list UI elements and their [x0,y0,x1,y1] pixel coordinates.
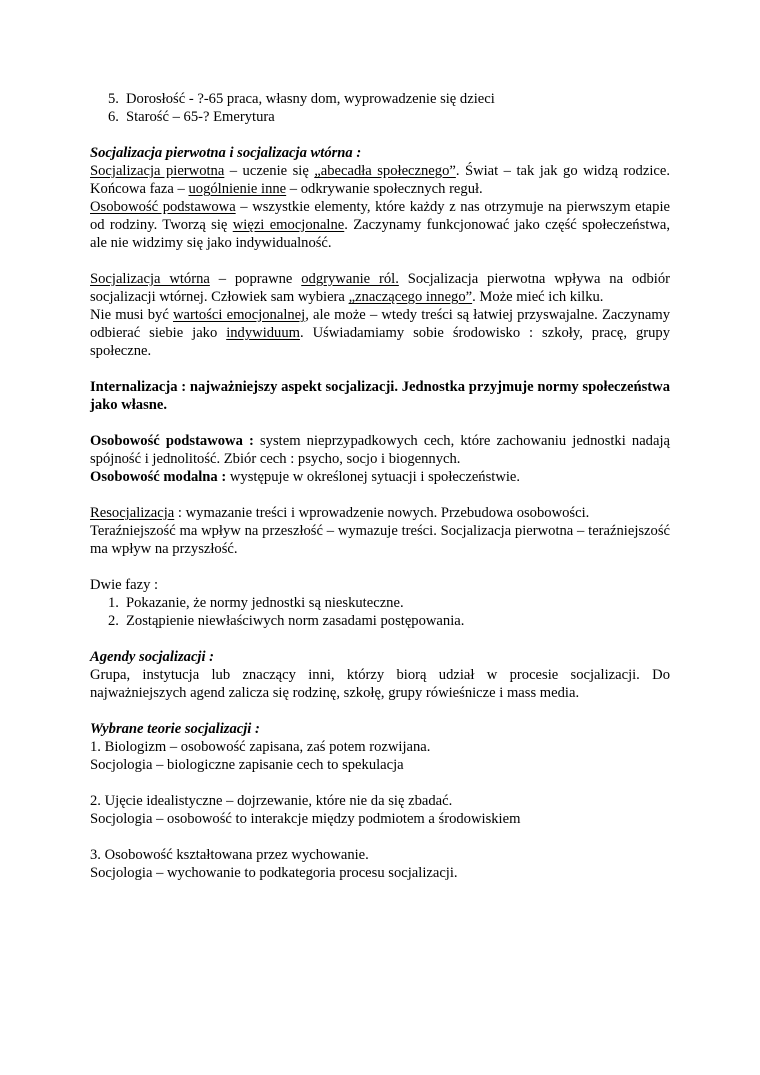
document-page [90,90,670,882]
text-run: Socjalizacja pierwotna wpływa na odbiór socjalizacji wtórnej. Człowiek sam wybiera [90,271,671,305]
list-item-text: Starość – 65-? Emerytura [126,109,275,125]
paragraph-wartosci [90,306,670,360]
phases-list [90,594,670,630]
phases-intro: Dwie fazy : [90,577,159,593]
text-run: system nieprzypadkowych cech, które zachowaniu jednostki nadają spójność i jednolitość. Zbiór cech : psycho, socjo i biogennych. [90,433,670,467]
text-run: . Uświadamiamy sobie środowisko : szkoły, pracę, grupy społeczne. [90,325,670,359]
paragraph-terazniejszosc: Teraźniejszość ma wpływ na przeszłość – wymazuje treści. Socjalizacja pierwotna – teraźniejszość ma wpływ na przyszłość. [90,523,670,557]
list-item [90,612,670,630]
term-resocjalizacja: Resocjalizacja [90,505,175,521]
text-run: . Świat – tak jak go widzą rodzice. Końcowa faza – [90,163,670,197]
text-run: : wymazanie treści i wprowadzenie nowych. Przebudowa osobowości. [174,505,590,521]
theory-2-comment: Socjologia – osobowość to interakcje między podmiotem a środowiskiem [90,811,521,827]
text-run: . Zaczynamy funkcjonować jako część społeczeństwa, ale nie widzimy się jako indywidualność. [90,217,671,251]
paragraph-socjalizacja-wtorna [90,270,670,306]
text-run: Nie musi być [90,307,173,323]
section-heading-socjalizacja: Socjalizacja pierwotna i socjalizacja wtórna : [90,145,362,161]
term-uogolnienie: uogólnienie inne [188,181,287,197]
term-abecadlo: „abecadła społecznego” [314,163,456,179]
paragraph-osobowosc-podstawowa-def [90,432,670,468]
term-indywiduum: indywiduum [226,325,300,341]
term-odgrywanie-rol: odgrywanie ról. [301,271,399,287]
text-run: – wszystkie elementy, które każdy z nas otrzymuje na pierwszym etapie od rodziny. Tworzą się [90,199,670,233]
text-run: . Może mieć ich kilku. [472,289,604,305]
theory-1-comment: Socjologia – biologiczne zapisanie cech to spekulacja [90,757,404,773]
theory-3: 3. Osobowość kształtowana przez wychowanie. [90,847,369,863]
list-item [90,594,670,612]
term-znaczacy-inny: „znaczącego innego” [348,289,473,305]
theory-1: 1. Biologizm – osobowość zapisana, zaś potem rozwijana. [90,739,431,755]
stages-list [90,90,670,126]
list-item-text: Zostąpienie niewłaściwych norm zasadami postępowania. [126,613,465,629]
list-number: 5. [108,91,119,107]
term-wartosci-emocjonalnej: wartości emocjonalnej [173,307,306,323]
theory-3-comment: Socjologia – wychowanie to podkategoria procesu socjalizacji. [90,865,458,881]
paragraph-osobowosc-modalna [90,468,670,486]
section-heading-agendy: Agendy socjalizacji : [90,649,215,665]
list-number: 2. [108,613,119,629]
paragraph-agendy: Grupa, instytucja lub znaczący inni, którzy biorą udział w procesie socjalizacji. Do najważniejszych agend zalicza się rodzinę, szkołę, grupy rówieśnicze i mass media. [90,667,670,701]
list-item [90,108,670,126]
text-run: – odkrywanie społecznych reguł. [286,181,483,197]
term-socjalizacja-pierwotna: Socjalizacja pierwotna [90,163,225,179]
list-item-text: Pokazanie, że normy jednostki są nieskuteczne. [126,595,404,611]
list-number: 1. [108,595,119,611]
label-osobowosc-modalna: Osobowość modalna : [90,469,227,485]
text-run: , ale może – wtedy treści są łatwiej przyswajalne. Zaczynamy odbierać siebie jako [90,307,671,341]
section-heading-teorie: Wybrane teorie socjalizacji : [90,721,260,737]
paragraph-resocjalizacja [90,504,670,522]
term-wiezi: więzi emocjonalne [232,217,345,233]
theory-2: 2. Ujęcie idealistyczne – dojrzewanie, które nie da się zbadać. [90,793,453,809]
term-socjalizacja-wtorna: Socjalizacja wtórna [90,271,210,287]
list-number: 6. [108,109,119,125]
paragraph-osobowosc-podstawowa [90,198,670,252]
list-item [90,90,670,108]
paragraph-socjalizacja-pierwotna [90,162,670,198]
term-osobowosc-podstawowa: Osobowość podstawowa [90,199,236,215]
text-run: występuje w określonej sytuacji i społeczeństwie. [226,469,521,485]
label-osobowosc-podstawowa: Osobowość podstawowa : [90,433,254,449]
list-item-text: Dorosłość - ?-65 praca, własny dom, wyprowadzenie się dzieci [126,91,495,107]
text-run: – uczenie się [224,163,315,179]
text-run: – poprawne [209,271,302,287]
paragraph-internalizacja: Internalizacja : najważniejszy aspekt socjalizacji. Jednostka przyjmuje normy społeczeństwa jako własne. [90,379,670,413]
